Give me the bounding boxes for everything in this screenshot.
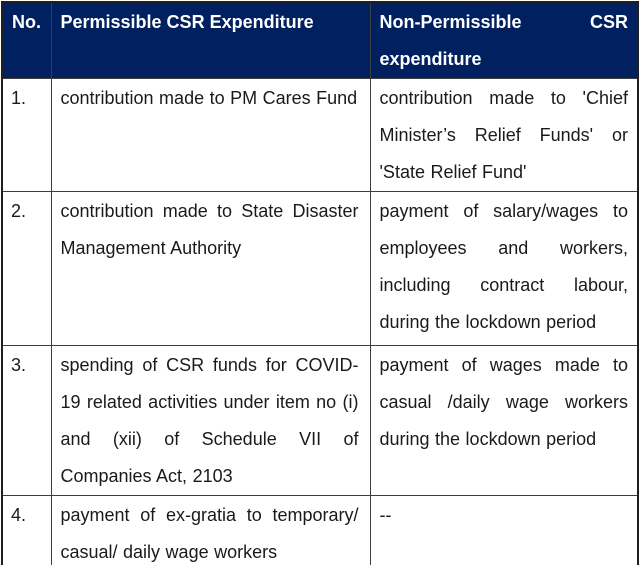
header-row [2,2,638,79]
header-cell-permissible: Permissible CSR Expenditure [51,2,370,79]
cell-non-permissible: -- [370,496,638,565]
row-number: 2. [2,192,51,346]
cell-non-permissible: payment of salary/wages to employees and workers, including contract labour, during the lockdown period [370,192,638,346]
table-row [2,496,638,565]
cell-permissible: contribution made to PM Cares Fund [51,79,370,192]
header-cell-non-permissible: Non-Permissible CSR expenditure [370,2,638,79]
csr-expenditure-table [1,1,639,565]
cell-non-permissible: payment of wages made to casual /daily wage workers during the lockdown period [370,346,638,496]
cell-permissible: spending of CSR funds for COVID-19 related activities under item no (i) and (xii) of Schedule VII of Companies Act, 2103 [51,346,370,496]
table-row [2,346,638,496]
table-row [2,79,638,192]
row-number: 4. [2,496,51,565]
header-cell-no: No. [2,2,51,79]
row-number: 1. [2,79,51,192]
row-number: 3. [2,346,51,496]
cell-non-permissible: contribution made to 'Chief Minister’s Relief Funds' or 'State Relief Fund' [370,79,638,192]
table-row [2,192,638,346]
cell-permissible: payment of ex-gratia to temporary/ casual/ daily wage workers [51,496,370,565]
cell-permissible: contribution made to State Disaster Management Authority [51,192,370,346]
